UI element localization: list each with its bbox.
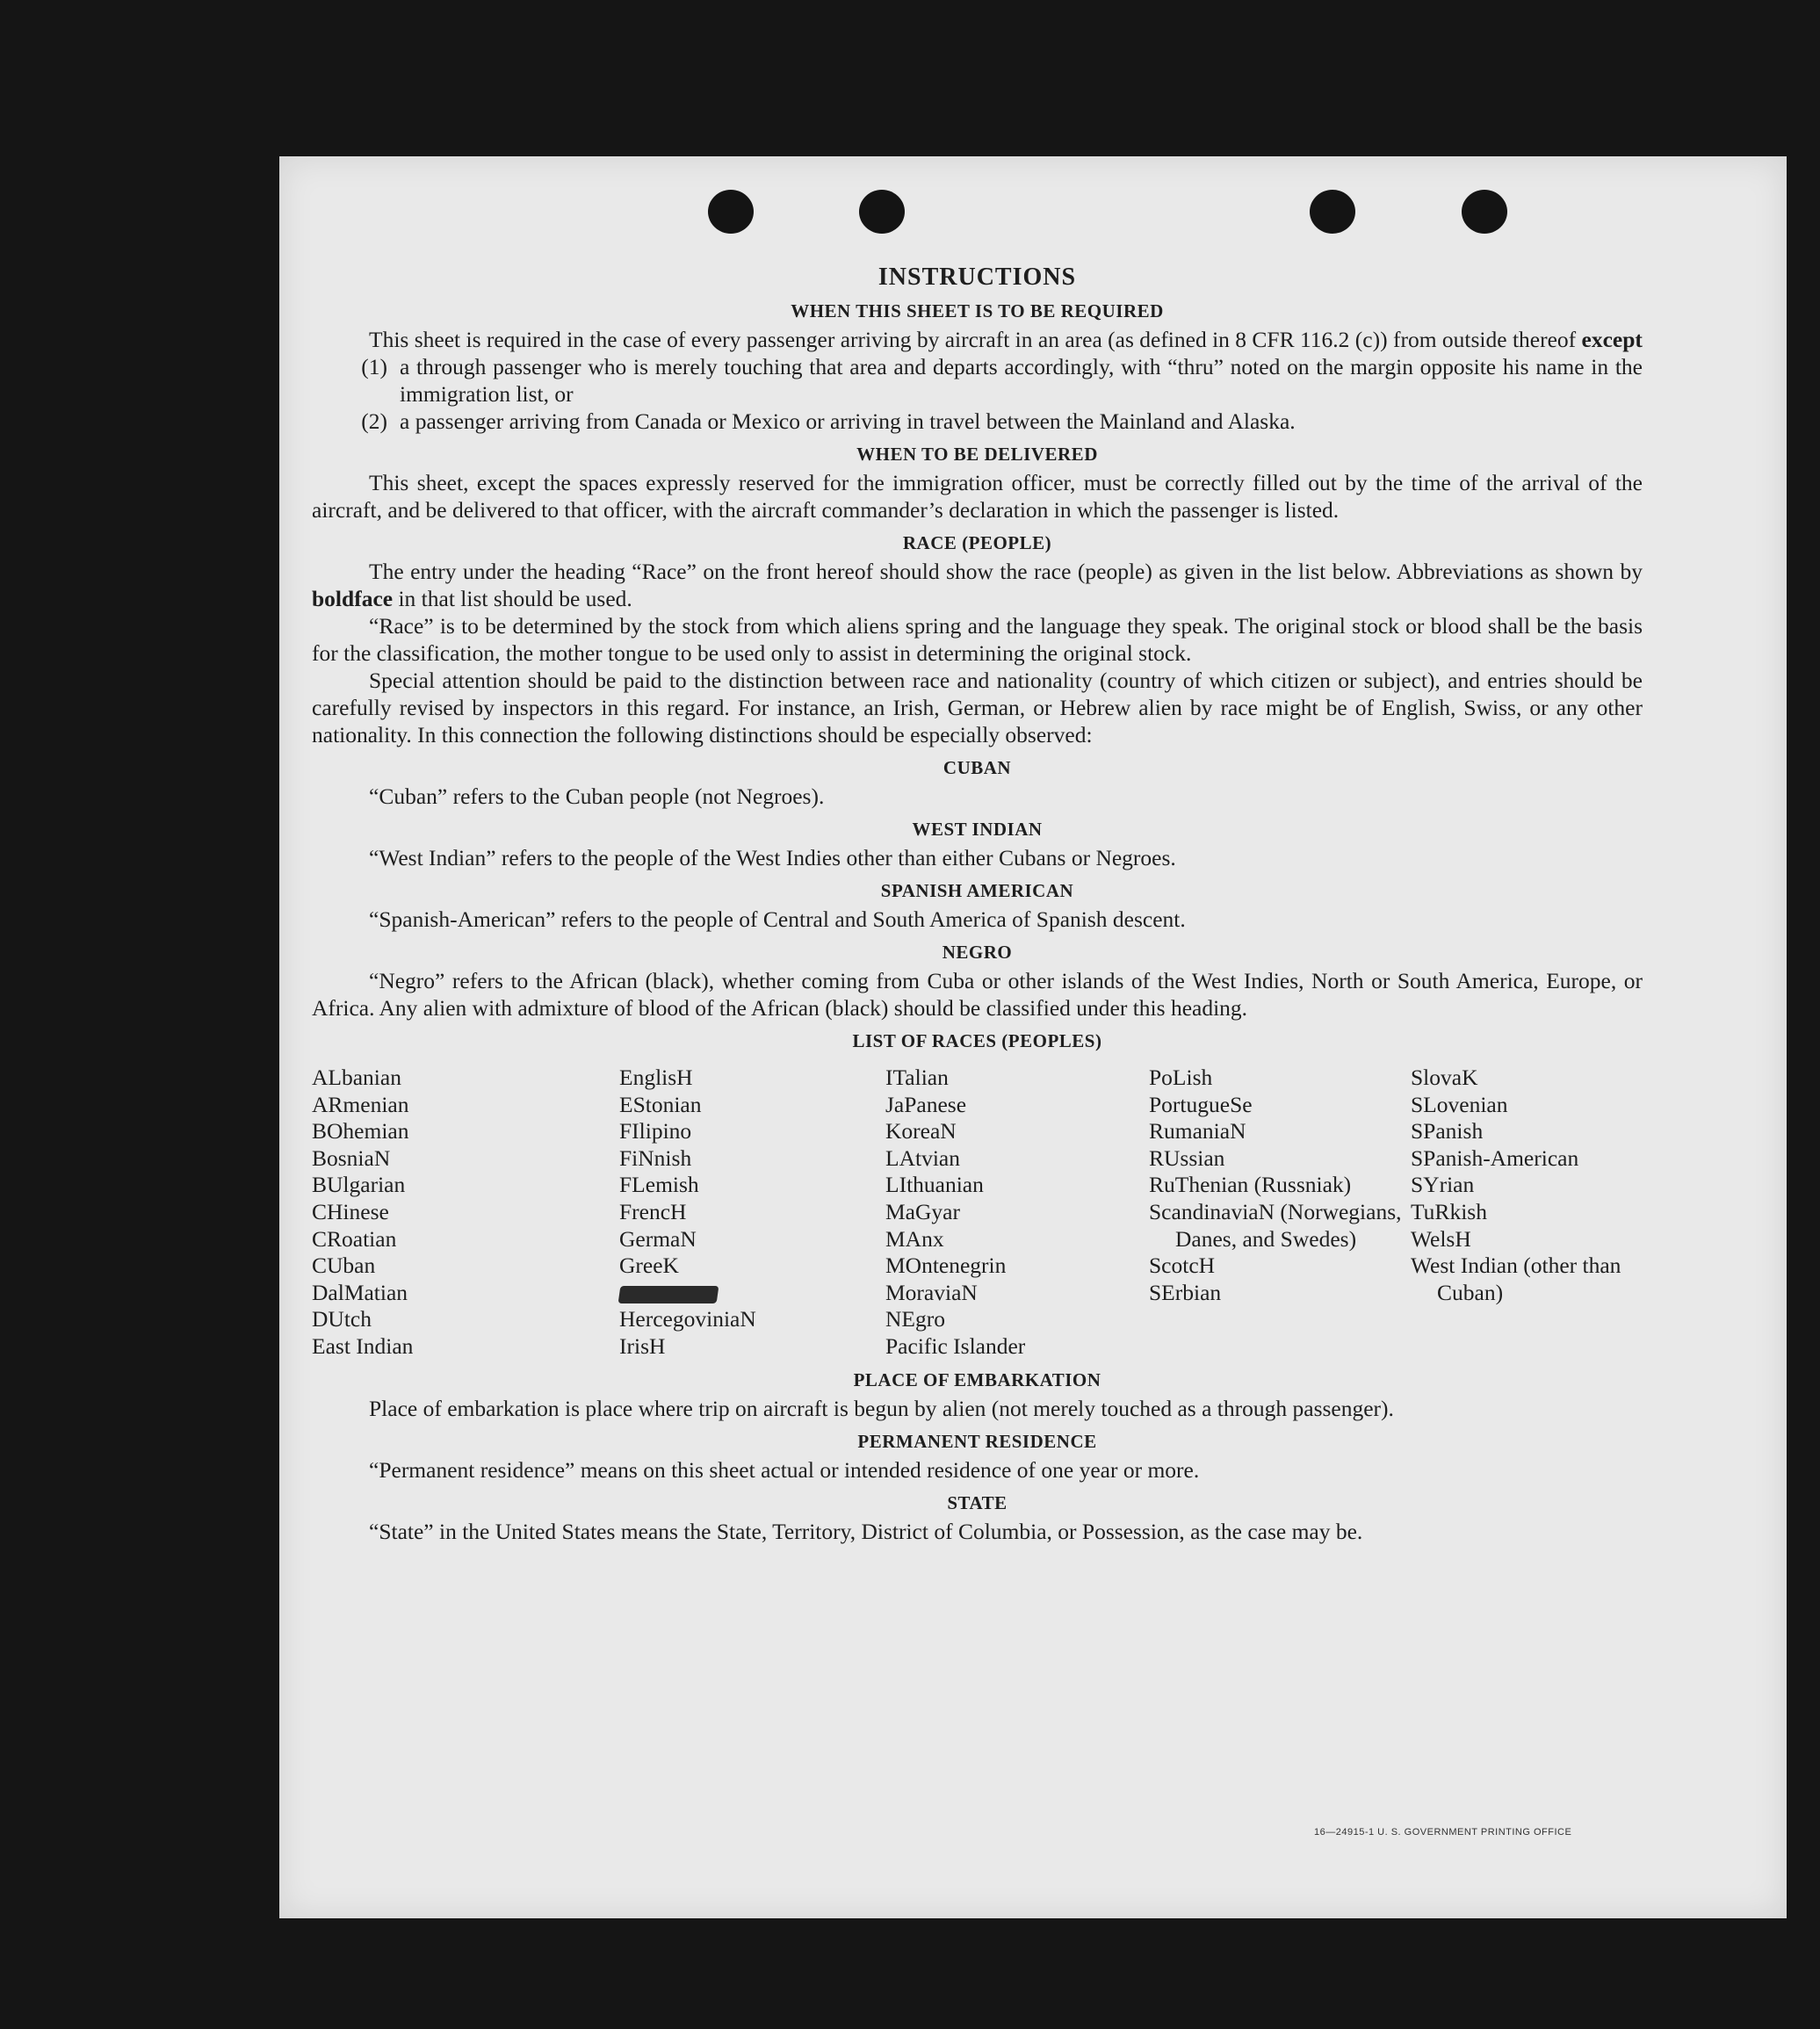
required-item: (2) a passenger arriving from Canada or Mexico or arriving in travel between the Mainland and Alaska. bbox=[361, 408, 1296, 434]
race-entry: ARmenian bbox=[312, 1091, 409, 1117]
heading-delivered: WHEN TO BE DELIVERED bbox=[856, 444, 1098, 465]
race-paragraph-1: The entry under the heading “Race” on the front hereof should show the race (people) as given in the list below. Abbreviations as shown by boldface in that list should be used. bbox=[312, 559, 1643, 611]
race-entry: ITalian bbox=[885, 1065, 949, 1090]
race-entry: WelsH bbox=[1411, 1225, 1471, 1252]
printer-imprint: 16—24915-1 U. S. GOVERNMENT PRINTING OFFICE bbox=[1314, 1827, 1572, 1838]
race-entry: BosniaN bbox=[312, 1144, 391, 1171]
embarkation-text: Place of embarkation is place where trip on aircraft is begun by alien (not merely touched as a through passenger). bbox=[369, 1395, 1394, 1421]
race-entry: BOhemian bbox=[312, 1118, 409, 1144]
race-entry: PoLish bbox=[1149, 1065, 1213, 1090]
heading-race: RACE (PEOPLE) bbox=[902, 532, 1052, 553]
instructions-content bbox=[312, 264, 1643, 1545]
race-entry: RuThenian (Russniak) bbox=[1149, 1172, 1352, 1198]
race-entry: NEgro bbox=[885, 1306, 945, 1332]
race-entry: DalMatian bbox=[312, 1279, 408, 1305]
race-entry: PortugueSe bbox=[1149, 1091, 1253, 1117]
race-entry: SErbian bbox=[1149, 1279, 1222, 1305]
residence-text: “Permanent residence” means on this sheet actual or intended residence of one year or more. bbox=[369, 1456, 1200, 1483]
race-entry: West Indian (other than Cuban) bbox=[1411, 1253, 1621, 1305]
heading-cuban: CUBAN bbox=[942, 757, 1012, 778]
redaction-mark bbox=[618, 1286, 719, 1303]
race-entry: BUlgarian bbox=[312, 1172, 406, 1198]
race-paragraph-3: Special attention should be paid to the distinction between race and nationality (country of which citizen or subject), and entries should be carefully revised by inspectors in this regard. For instance, an Irish, German, or Hebrew alien by race might be of English, Swiss, or any other nationality. In this connection the following distinctions should be especially observed: bbox=[312, 668, 1643, 747]
race-entry: TuRkish bbox=[1411, 1198, 1487, 1224]
race-entry: EStonian bbox=[619, 1091, 702, 1117]
race-entry: SlovaK bbox=[1411, 1065, 1478, 1090]
punch-hole bbox=[1310, 190, 1355, 234]
race-entry: FIlipino bbox=[619, 1118, 692, 1144]
cuban-text: “Cuban” refers to the Cuban people (not Negroes). bbox=[369, 783, 825, 809]
punch-hole bbox=[859, 190, 905, 234]
heading-list-of-races: LIST OF RACES (PEOPLES) bbox=[852, 1030, 1102, 1051]
race-entry: HercegoviniaN bbox=[619, 1306, 756, 1332]
heading-west-indian: WEST INDIAN bbox=[912, 819, 1043, 840]
heading-spanish-american: SPANISH AMERICAN bbox=[880, 880, 1074, 901]
heading-embarkation: PLACE OF EMBARKATION bbox=[853, 1368, 1101, 1390]
redacted-entry bbox=[619, 1280, 885, 1307]
spanish-american-text: “Spanish-American” refers to the people of Central and South America of Spanish descent. bbox=[369, 906, 1186, 932]
race-entry: ScandinaviaN (Norwegians, Danes, and Swedes) bbox=[1149, 1198, 1402, 1252]
race-entry: SYrian bbox=[1411, 1172, 1475, 1198]
punch-hole bbox=[1462, 190, 1507, 234]
race-entry: LIthuanian bbox=[885, 1172, 984, 1198]
races-list bbox=[312, 1065, 1643, 1361]
heading-required: WHEN THIS SHEET IS TO BE REQUIRED bbox=[791, 300, 1164, 321]
race-entry: GreeK bbox=[619, 1253, 679, 1279]
race-entry: FiNnish bbox=[619, 1144, 692, 1171]
race-entry: CUban bbox=[312, 1253, 376, 1279]
races-column bbox=[312, 1065, 619, 1361]
negro-text: “Negro” refers to the African (black), whether coming from Cuba or other islands of the West Indies, North or South America, Europe, or Africa. Any alien with admixture of blood of the African (black) should be classified under this heading. bbox=[312, 968, 1643, 1021]
race-entry: DUtch bbox=[312, 1306, 372, 1332]
delivered-text: This sheet, except the spaces expressly reserved for the immigration officer, must be correctly filled out by the time of the arrival of the aircraft, and be delivered to that officer, with the aircraft commander’s declaration in which the passenger is listed. bbox=[312, 470, 1643, 523]
race-entry: ALbanian bbox=[312, 1065, 401, 1090]
race-entry: SPanish-American bbox=[1411, 1144, 1579, 1171]
race-entry: SLovenian bbox=[1411, 1091, 1508, 1117]
heading-state: STATE bbox=[947, 1491, 1008, 1513]
races-column bbox=[885, 1065, 1149, 1361]
race-entry: Pacific Islander bbox=[885, 1332, 1026, 1359]
race-entry: MoraviaN bbox=[885, 1279, 978, 1305]
punch-hole bbox=[708, 190, 754, 234]
race-entry: EnglisH bbox=[619, 1065, 693, 1090]
race-entry: RUssian bbox=[1149, 1144, 1225, 1171]
race-entry: LAtvian bbox=[885, 1144, 960, 1171]
race-entry: SPanish bbox=[1411, 1118, 1484, 1144]
west-indian-text: “West Indian” refers to the people of the West Indies other than either Cubans or Negroes. bbox=[369, 845, 1176, 870]
race-entry: KoreaN bbox=[885, 1118, 957, 1144]
page-title: INSTRUCTIONS bbox=[878, 264, 1077, 291]
race-entry: MAnx bbox=[885, 1225, 944, 1252]
race-entry: GermaN bbox=[619, 1225, 697, 1252]
race-entry: MaGyar bbox=[885, 1198, 960, 1224]
state-text: “State” in the United States means the State, Territory, District of Columbia, or Possession, as the case may be. bbox=[369, 1518, 1363, 1544]
heading-residence: PERMANENT RESIDENCE bbox=[857, 1430, 1097, 1452]
race-entry: CRoatian bbox=[312, 1225, 397, 1252]
race-entry: FrencH bbox=[619, 1198, 687, 1224]
race-entry: East Indian bbox=[312, 1332, 414, 1359]
race-entry: IrisH bbox=[619, 1332, 666, 1359]
race-entry: JaPanese bbox=[885, 1091, 967, 1117]
race-paragraph-2: “Race” is to be determined by the stock from which aliens spring and the language they speak. The original stock or blood shall be the basis for the classification, the mother tongue to be used only to assist in determining the original stock. bbox=[312, 613, 1643, 666]
races-column bbox=[1149, 1065, 1411, 1361]
races-column bbox=[1411, 1065, 1639, 1361]
race-entry: MOntenegrin bbox=[885, 1253, 1007, 1279]
required-item: (1) a through passenger who is merely touching that area and departs accordingly, with “thru” noted on the margin opposite his name in the immigration list, or bbox=[361, 354, 1643, 407]
race-entry: CHinese bbox=[312, 1198, 389, 1224]
races-column bbox=[619, 1065, 885, 1361]
race-entry: RumaniaN bbox=[1149, 1118, 1246, 1144]
race-entry: FLemish bbox=[619, 1172, 699, 1198]
heading-negro: NEGRO bbox=[942, 942, 1013, 963]
race-entry: ScotcH bbox=[1149, 1253, 1216, 1279]
required-intro: This sheet is required in the case of every passenger arriving by aircraft in an area (as defined in 8 CFR 116.2 (c)) from outside thereof except bbox=[369, 327, 1643, 352]
